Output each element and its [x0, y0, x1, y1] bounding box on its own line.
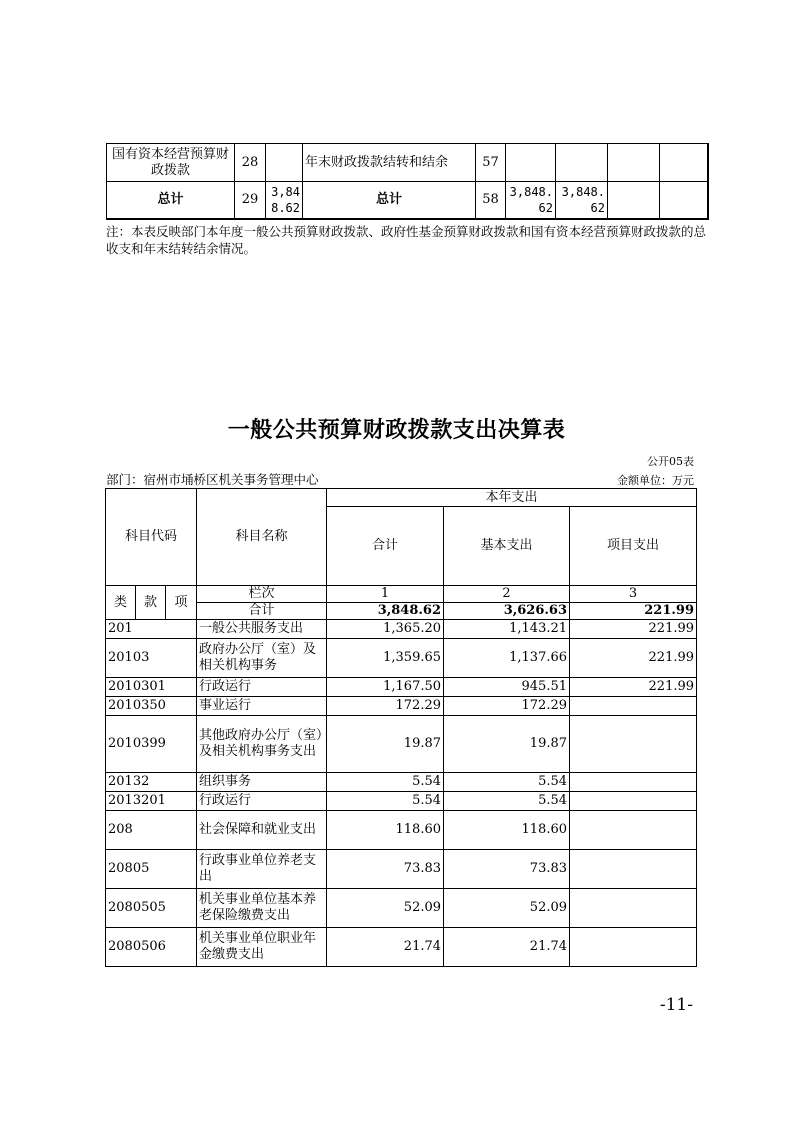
header-lei: 类: [106, 586, 136, 620]
left-amount: [266, 144, 303, 182]
header-xiang: 项: [166, 586, 197, 620]
left-label: 国有资本经营预算财政拨款: [107, 144, 235, 182]
row-project: [570, 716, 697, 773]
row-basic: 21.74: [444, 928, 570, 967]
table-row: [106, 773, 697, 792]
table-row: [106, 678, 697, 697]
unit-label: 金额单位：万元: [617, 474, 694, 487]
header-total: 合计: [327, 507, 444, 586]
value-cell: [660, 182, 708, 220]
row-name: 其他政府办公厅（室）及相关机构事务支出: [197, 716, 327, 773]
row-basic: 5.54: [444, 773, 570, 792]
table-row: [106, 792, 697, 811]
row-project: [570, 928, 697, 967]
right-line: 57: [476, 144, 506, 182]
left-line: 28: [235, 144, 266, 182]
table-row: [106, 811, 697, 850]
table-row: [107, 182, 708, 220]
value-cell: 3,848.62: [556, 182, 608, 220]
col-number-3: 3: [570, 586, 697, 603]
row-total: 5.54: [327, 792, 444, 811]
table-row: [106, 639, 697, 678]
row-project: 221.99: [570, 678, 697, 697]
right-line: 58: [476, 182, 506, 220]
row-basic: 1,143.21: [444, 620, 570, 639]
table-row: [106, 889, 697, 928]
row-code: 201: [106, 620, 197, 639]
expenditure-table: [105, 488, 697, 967]
total-basic: 3,626.63: [444, 603, 570, 620]
right-label: 年末财政拨款结转和结余: [303, 144, 476, 182]
value-cell: [506, 144, 556, 182]
row-basic: 19.87: [444, 716, 570, 773]
row-name: 行政运行: [197, 678, 327, 697]
header-code: 科目代码: [106, 489, 197, 586]
row-name: 行政事业单位养老支出: [197, 850, 327, 889]
row-basic: 945.51: [444, 678, 570, 697]
total-total: 3,848.62: [327, 603, 444, 620]
row-code: 2010350: [106, 697, 197, 716]
row-project: [570, 697, 697, 716]
row-total: 1,365.20: [327, 620, 444, 639]
row-name: 机关事业单位基本养老保险缴费支出: [197, 889, 327, 928]
table-row: [106, 928, 697, 967]
value-cell: [660, 144, 708, 182]
row-project: [570, 773, 697, 792]
row-code: 2010301: [106, 678, 197, 697]
row-project: 221.99: [570, 620, 697, 639]
value-cell: 3,848.62: [506, 182, 556, 220]
row-code: 2013201: [106, 792, 197, 811]
row-code: 2010399: [106, 716, 197, 773]
row-code: 2080506: [106, 928, 197, 967]
row-name: 机关事业单位职业年金缴费支出: [197, 928, 327, 967]
top-continuation-table: [106, 143, 709, 220]
left-total-label: 总计: [107, 182, 235, 220]
table-note: 注：本表反映部门本年度一般公共预算财政拨款、政府性基金预算财政拨款和国有资本经营预算财政拨款的总收支和年末结转结余情况。: [106, 224, 707, 256]
department-label: 部门：宿州市埇桥区机关事务管理中心: [106, 472, 319, 487]
row-project: 221.99: [570, 639, 697, 678]
row-total: 1,359.65: [327, 639, 444, 678]
right-total-label: 总计: [303, 182, 476, 220]
value-cell: [608, 144, 660, 182]
row-project: [570, 850, 697, 889]
row-total: 19.87: [327, 716, 444, 773]
row-total: 1,167.50: [327, 678, 444, 697]
header-basic: 基本支出: [444, 507, 570, 586]
row-project: [570, 889, 697, 928]
row-name: 组织事务: [197, 773, 327, 792]
row-code: 208: [106, 811, 197, 850]
form-code: 公开05表: [647, 455, 694, 468]
row-basic: 118.60: [444, 811, 570, 850]
row-code: 2080505: [106, 889, 197, 928]
column-label-row: [106, 586, 697, 603]
total-project: 221.99: [570, 603, 697, 620]
row-total: 118.60: [327, 811, 444, 850]
table-row: [106, 716, 697, 773]
table-row: [106, 850, 697, 889]
table-row: [107, 144, 708, 182]
row-name: 行政运行: [197, 792, 327, 811]
row-basic: 1,137.66: [444, 639, 570, 678]
col-number-1: 1: [327, 586, 444, 603]
header-project: 项目支出: [570, 507, 697, 586]
left-amount: 3,848.62: [266, 182, 303, 220]
row-name: 政府办公厅（室）及相关机构事务: [197, 639, 327, 678]
total-label: 合计: [197, 603, 327, 620]
header-row: [106, 489, 697, 507]
row-name: 事业运行: [197, 697, 327, 716]
row-basic: 172.29: [444, 697, 570, 716]
row-total: 5.54: [327, 773, 444, 792]
col-number-2: 2: [444, 586, 570, 603]
header-name: 科目名称: [197, 489, 327, 586]
row-basic: 52.09: [444, 889, 570, 928]
table-row: [106, 620, 697, 639]
row-project: [570, 792, 697, 811]
table-row: [106, 697, 697, 716]
page-title: 一般公共预算财政拨款支出决算表: [227, 418, 566, 443]
header-year-expense: 本年支出: [327, 489, 697, 507]
row-basic: 5.54: [444, 792, 570, 811]
column-label: 栏次: [197, 586, 327, 603]
row-code: 20132: [106, 773, 197, 792]
row-code: 20103: [106, 639, 197, 678]
row-total: 73.83: [327, 850, 444, 889]
row-total: 52.09: [327, 889, 444, 928]
row-total: 172.29: [327, 697, 444, 716]
row-basic: 73.83: [444, 850, 570, 889]
row-code: 20805: [106, 850, 197, 889]
left-line: 29: [235, 182, 266, 220]
page-number: -11-: [659, 995, 693, 1015]
value-cell: [608, 182, 660, 220]
row-name: 一般公共服务支出: [197, 620, 327, 639]
value-cell: [556, 144, 608, 182]
header-kuan: 款: [136, 586, 166, 620]
row-name: 社会保障和就业支出: [197, 811, 327, 850]
row-total: 21.74: [327, 928, 444, 967]
row-project: [570, 811, 697, 850]
